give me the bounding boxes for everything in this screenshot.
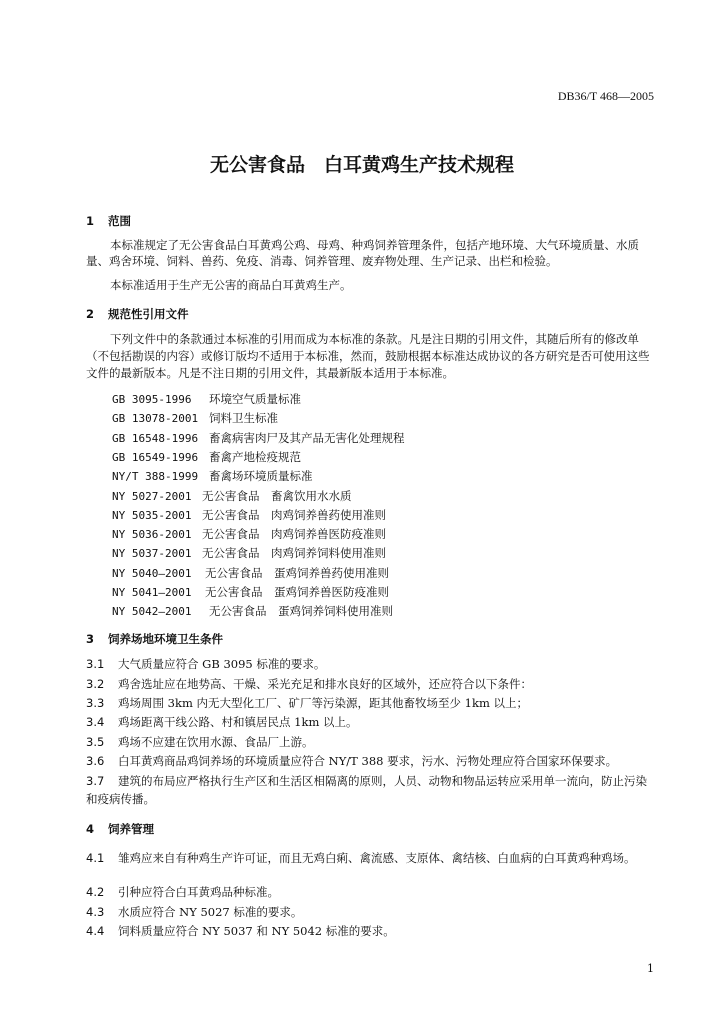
section-number: 1	[86, 214, 95, 228]
scope-paragraph-1: 本标准规定了无公害食品白耳黄鸡公鸡、母鸡、种鸡饲养管理条件，包括产地环境、大气环境质量、水质量、鸡舍环境、饲料、兽药、免疫、消毒、饲养管理、废弃物处理、生产记录、出栏和检验。	[86, 238, 639, 268]
document-title: 无公害食品 白耳黄鸡生产技术规程	[209, 154, 514, 176]
section-title: 范围	[108, 214, 131, 228]
section-number: 2	[86, 307, 95, 321]
clause-item: 4.3 水质应符合 NY 5027 标准的要求。	[86, 905, 303, 919]
standard-code: DB36/T 468—2005	[557, 89, 654, 103]
section-title: 饲养场地环境卫生条件	[108, 632, 223, 646]
clause-item: 3.6 白耳黄鸡商品鸡饲养场的环境质量应符合 NY/T 388 要求，污水、污物处理应符合国家环保要求。	[86, 754, 618, 768]
clause-item: 3.5 鸡场不应建在饮用水源、食品厂上游。	[86, 735, 314, 749]
reference-item: GB 16549-1996 畜禽产地检疫规范	[112, 450, 301, 464]
reference-item: NY 5037-2001 无公害食品 肉鸡饲养饲料使用准则	[112, 546, 386, 560]
scope-paragraph-2: 本标准适用于生产无公害的商品白耳黄鸡生产。	[110, 278, 352, 292]
clause-item: 4.1 雏鸡应来自有种鸡生产许可证，而且无鸡白痢、禽流感、支原体、禽结核、白血病的白耳黄鸡种鸡场。	[86, 851, 636, 865]
clause-item: 3.4 鸡场距离干线公路、村和镇居民点 1km 以上。	[86, 715, 358, 729]
reference-item: GB 16548-1996 畜禽病害肉尸及其产品无害化处理规程	[112, 431, 405, 445]
section-title: 规范性引用文件	[108, 307, 189, 321]
clause-item: 3.3 鸡场周围 3km 内无大型化工厂、矿厂等污染源，距其他畜牧场至少 1km 以上；	[86, 696, 528, 710]
section-number: 4	[86, 822, 95, 836]
section-heading-environment	[86, 631, 223, 647]
reference-item: GB 3095-1996 环境空气质量标准	[112, 392, 301, 406]
reference-item: GB 13078-2001 饲料卫生标准	[112, 411, 278, 425]
reference-item: NY/T 388-1999 畜禽场环境质量标准	[112, 469, 313, 483]
reference-item: NY 5041—2001 无公害食品 蛋鸡饲养兽医防疫准则	[112, 585, 389, 599]
reference-item: NY 5035-2001 无公害食品 肉鸡饲养兽药使用准则	[112, 508, 386, 522]
references-paragraph: 下列文件中的条款通过本标准的引用而成为本标准的条款。凡是注日期的引用文件，其随后所有的修改单（不包括勘误的内容）或修订版均不适用于本标准，然而，鼓励根据本标准达成协议的各方研究是否可使用这些文件的最新版本。凡是不注日期的引用文件，其最新版本适用于本标准。	[86, 332, 650, 380]
section-number: 3	[86, 632, 95, 646]
clause-item: 3.1 大气质量应符合 GB 3095 标准的要求。	[86, 657, 326, 671]
reference-item: NY 5040—2001 无公害食品 蛋鸡饲养兽药使用准则	[112, 566, 389, 580]
clause-item: 3.2 鸡舍选址应在地势高、干燥、采光充足和排水良好的区域外，还应符合以下条件：	[86, 677, 532, 691]
section-heading-references	[86, 306, 189, 322]
section-heading-management	[86, 821, 154, 837]
clause-item: 4.2 引种应符合白耳黄鸡品种标准。	[86, 885, 279, 899]
section-title: 饲养管理	[108, 822, 154, 836]
clause-item: 3.7 建筑的布局应严格执行生产区和生活区相隔离的原则，人员、动物和物品运转应采用单一流向，防止污染和疫病传播。	[86, 774, 647, 806]
reference-item: NY 5027-2001 无公害食品 畜禽饮用水水质	[112, 489, 352, 503]
section-heading-scope	[86, 213, 131, 229]
page-number: 1	[647, 962, 654, 975]
reference-item: NY 5036-2001 无公害食品 肉鸡饲养兽医防疫准则	[112, 527, 386, 541]
reference-item: NY 5042—2001 无公害食品 蛋鸡饲养饲料使用准则	[112, 604, 393, 618]
clause-item: 4.4 饲料质量应符合 NY 5037 和 NY 5042 标准的要求。	[86, 924, 395, 938]
